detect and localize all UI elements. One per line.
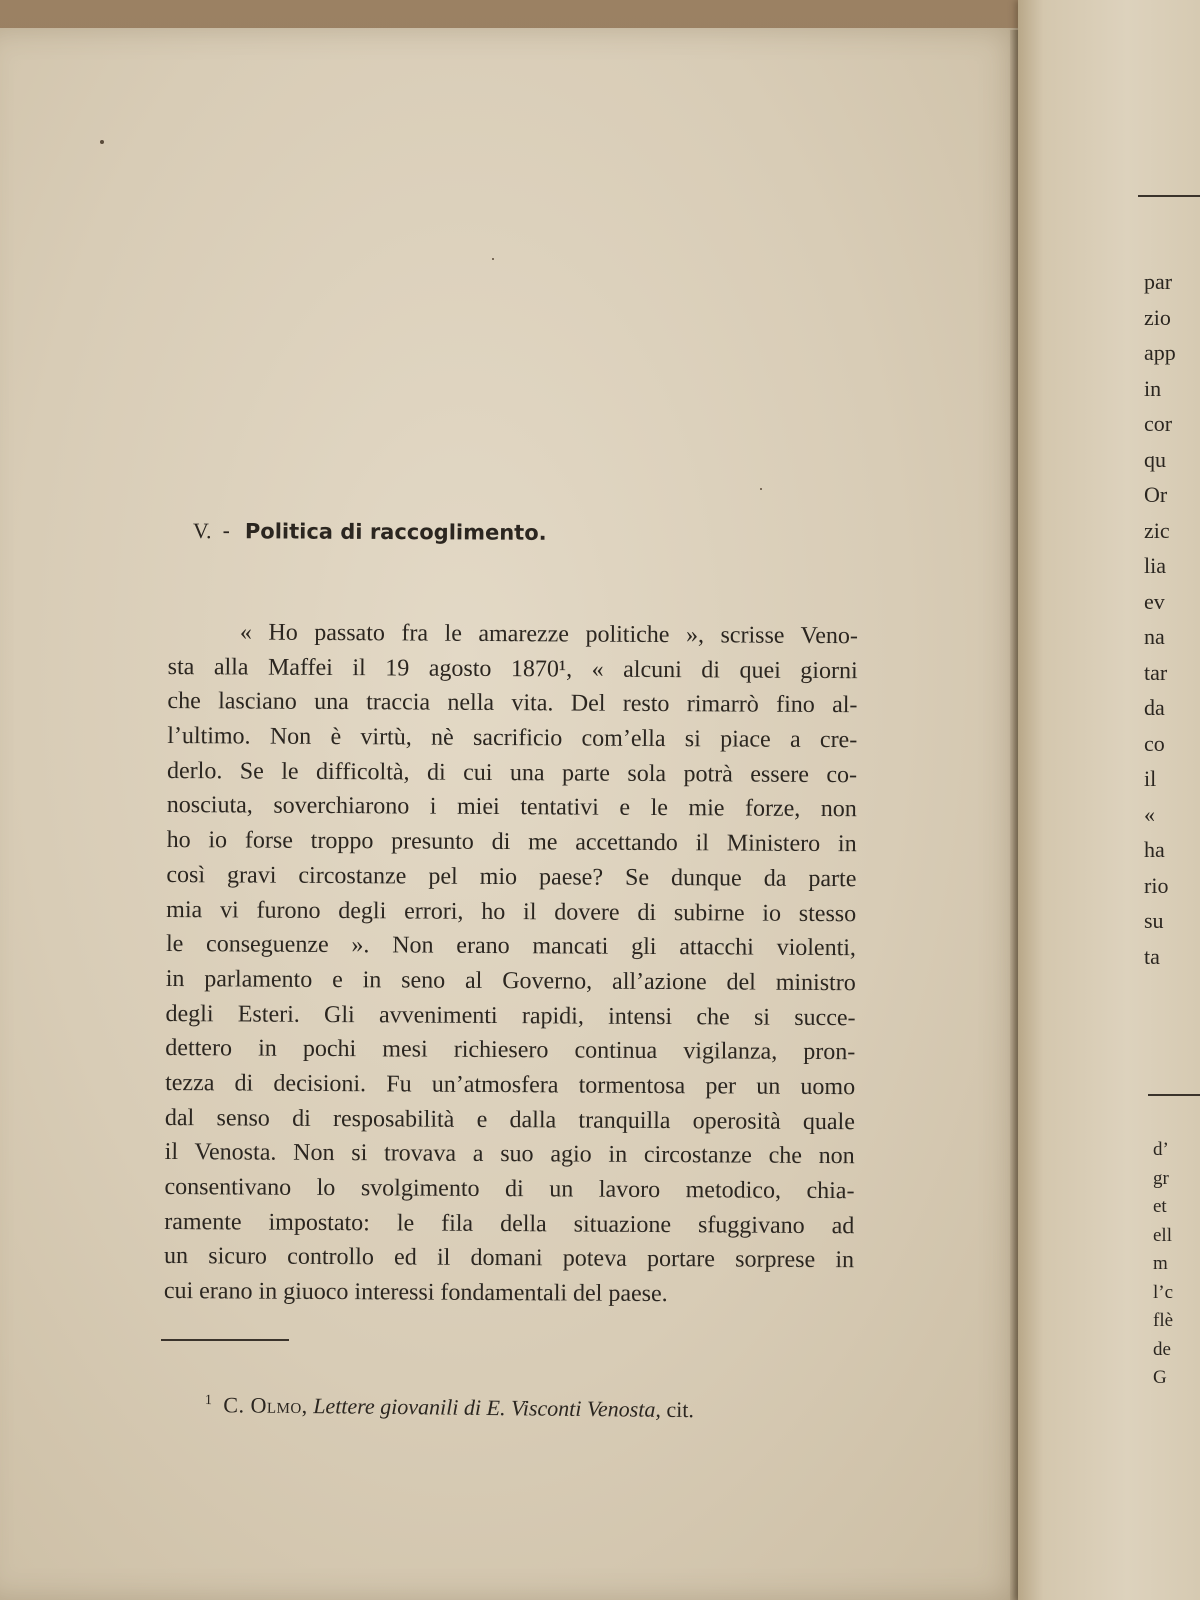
facing-fragment: d’ (1153, 1139, 1169, 1160)
paper-speck (492, 258, 494, 260)
facing-fragment: ell (1153, 1224, 1172, 1246)
facing-fragment: in (1144, 375, 1162, 401)
facing-page-upper-text (1144, 264, 1176, 974)
facing-fragment: flè (1153, 1310, 1174, 1331)
body-line: che lasciano una traccia nella vita. Del resto rimarrò fino al- (167, 688, 858, 719)
facing-fragment: ev (1144, 588, 1165, 614)
body-line: derlo. Se le difficoltà, di cui una parte sola potrà essere co- (166, 757, 858, 788)
body-line: un sicuro controllo ed il domani poteva portare sorprese in (164, 1243, 855, 1274)
facing-fragment: su (1144, 908, 1164, 933)
facing-fragment: cor (1144, 411, 1173, 436)
facing-fragment: tar (1144, 659, 1168, 685)
body-line: nosciuta, soverchiarono i miei tentativi e le mie forze, non (166, 792, 857, 823)
facing-fragment: par (1144, 269, 1173, 294)
body-line: « Ho passato fra le amarezze politiche », scrisse Veno- (239, 619, 858, 650)
facing-fragment: ta (1144, 943, 1160, 969)
footnote-work: Lettere giovanili di E. Visconti Venosta, (313, 1393, 662, 1422)
facing-page (1018, 0, 1200, 1600)
facing-fragment: co (1144, 730, 1165, 756)
facing-fragment: G (1153, 1367, 1167, 1388)
facing-fragment: da (1144, 695, 1165, 720)
body-line: mia vi furono degli errori, ho il dovere di subirne io stesso (166, 896, 857, 927)
facing-fragment: lia (1144, 553, 1166, 578)
paper-speck (760, 488, 762, 490)
footnote-divider (161, 1339, 289, 1341)
footnote-author: C. Olmo, (223, 1392, 308, 1419)
body-line: ramente impostato: le fila della situazione sfuggivano ad (164, 1208, 855, 1239)
body-line: l’ultimo. Non è virtù, nè sacrificio com’ella si piace a cre- (167, 723, 858, 754)
chapter-number: V. (192, 518, 212, 544)
facing-fragment: app (1144, 340, 1176, 365)
facing-footnote-rule (1148, 1094, 1200, 1096)
facing-header-rule (1138, 195, 1200, 197)
body-line: ho io forse troppo presunto di me accettando il Ministero in (166, 827, 857, 858)
left-page (0, 28, 1028, 1600)
body-line: dettero in pochi mesi richiesero continua vigilanza, pron- (165, 1035, 856, 1066)
paper-speck (100, 140, 104, 144)
body-text (164, 615, 858, 1313)
facing-fragment: ha (1144, 837, 1165, 862)
body-line: sta alla Maffei il 19 agosto 1870¹, « alcuni di quei giorni (167, 653, 858, 684)
facing-fragment: et (1153, 1196, 1167, 1217)
facing-fragment: Or (1144, 482, 1168, 507)
chapter-separator: - (222, 519, 230, 545)
body-line: consentivano lo svolgimento di un lavoro metodico, chia- (164, 1173, 855, 1205)
chapter-title: Politica di raccoglimento. (244, 519, 547, 545)
body-line: tezza di decisioni. Fu un’atmosfera tormentosa per un uomo (165, 1069, 856, 1101)
facing-fragment: m (1153, 1253, 1168, 1274)
footnote-mark: 1 (204, 1392, 212, 1408)
footnote-suffix: cit. (666, 1396, 695, 1423)
footnote (205, 1392, 694, 1423)
facing-fragment: na (1144, 624, 1165, 649)
facing-fragment: zic (1144, 517, 1170, 543)
facing-page-lower-text (1153, 1136, 1173, 1393)
facing-fragment: gr (1153, 1167, 1169, 1189)
facing-fragment: de (1153, 1338, 1171, 1360)
facing-fragment: zio (1144, 304, 1171, 330)
facing-fragment: qu (1144, 446, 1166, 472)
body-line: così gravi circostanze pel mio paese? Se dunque da parte (166, 861, 857, 893)
facing-fragment: rio (1144, 872, 1169, 898)
body-line: cui erano in giuoco interessi fondamentali del paese. (163, 1278, 668, 1308)
facing-fragment: « (1144, 801, 1155, 827)
facing-fragment: l’c (1153, 1281, 1174, 1303)
body-line: degli Esteri. Gli avvenimenti rapidi, intensi che si succe- (165, 1000, 856, 1031)
facing-fragment: il (1144, 766, 1157, 791)
body-line: dal senso di resposabilità e dalla tranquilla operosità quale (164, 1104, 855, 1135)
body-line: le conseguenze ». Non erano mancati gli attacchi violenti, (165, 931, 857, 962)
chapter-heading (193, 518, 547, 546)
body-line: il Venosta. Non si trovava a suo agio in circostanze che non (164, 1139, 855, 1170)
body-line: in parlamento e in seno al Governo, all’azione del ministro (165, 965, 856, 997)
